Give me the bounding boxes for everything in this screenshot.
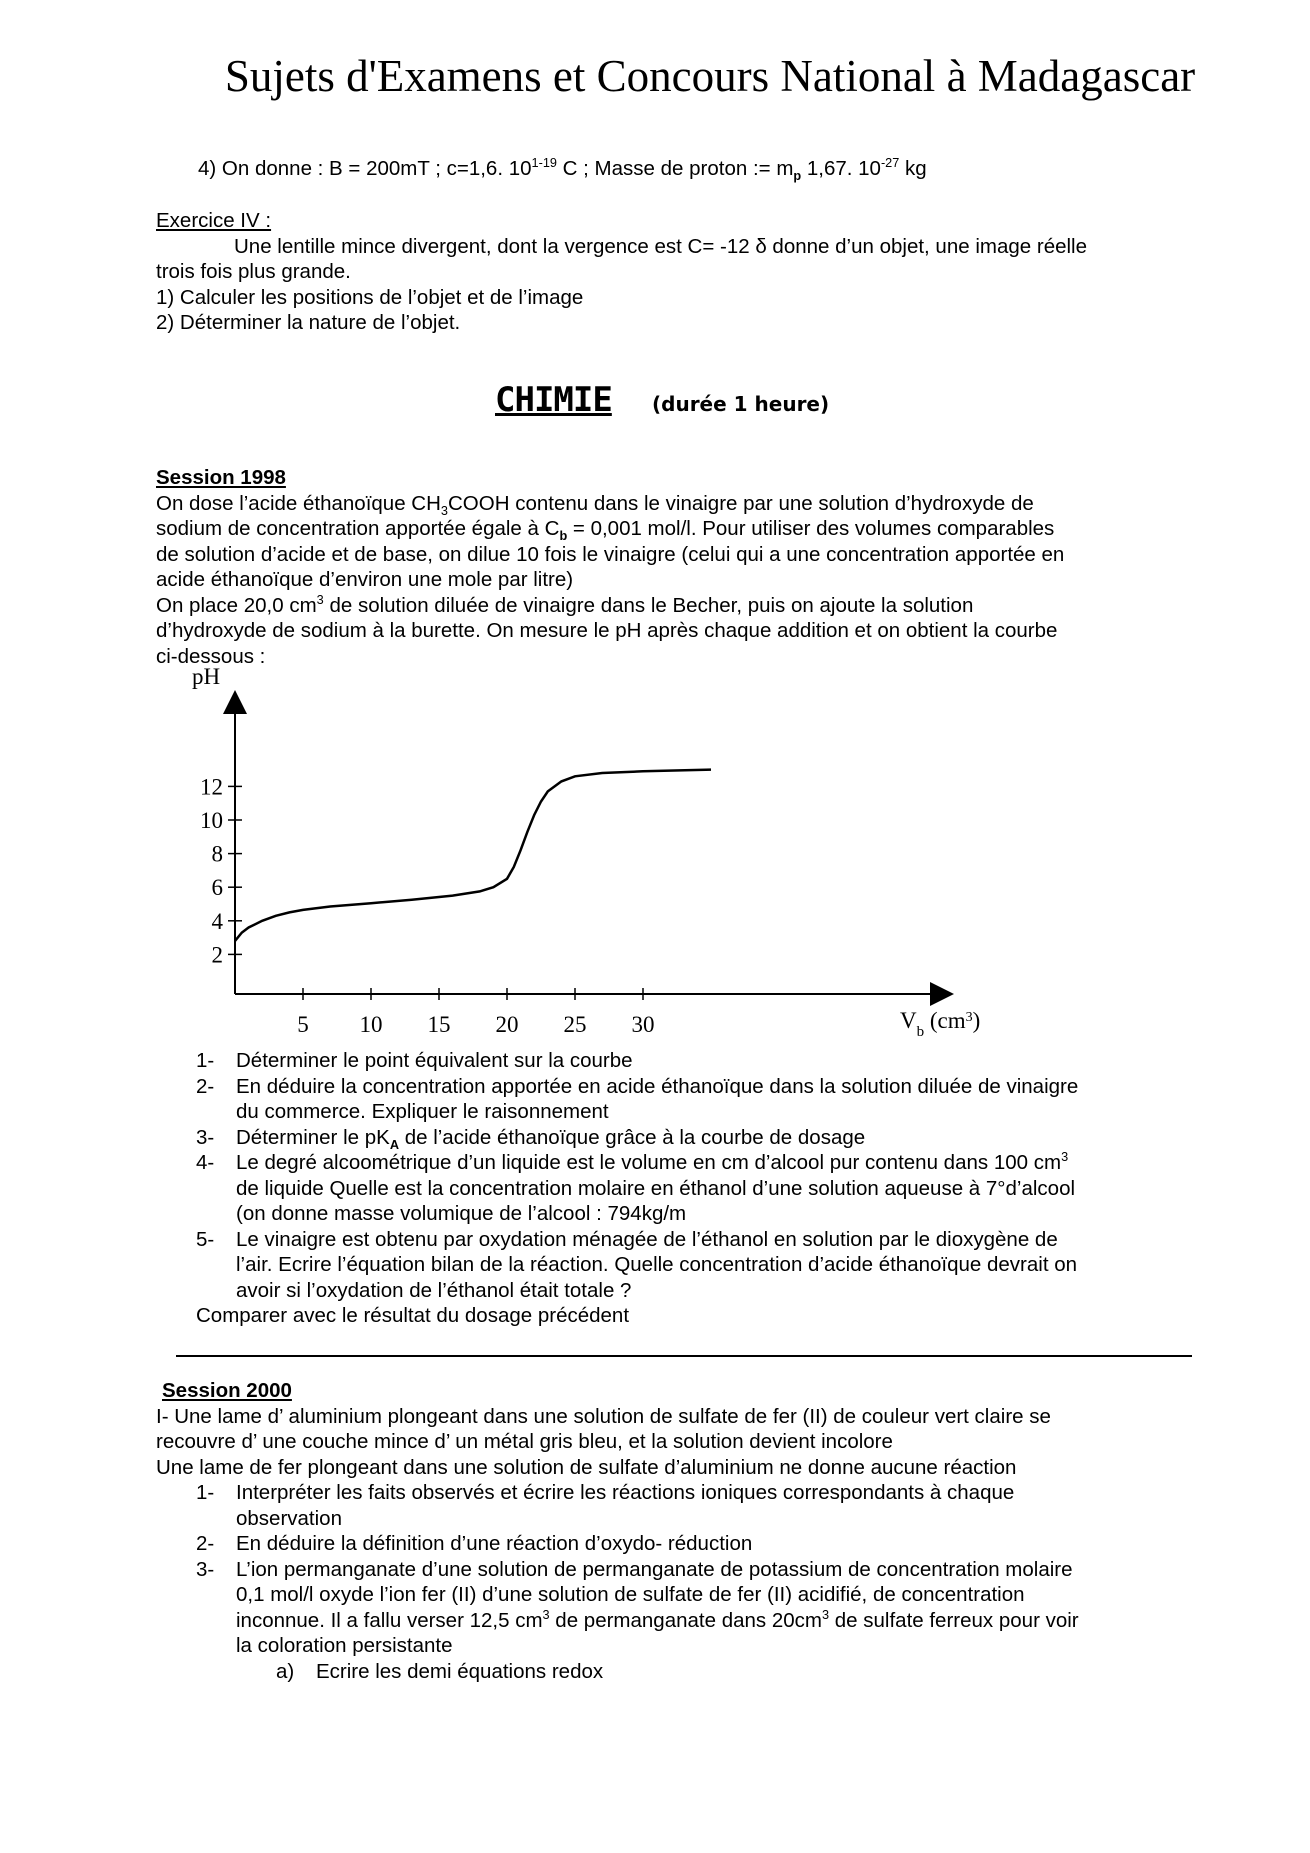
s2000-question-3: 3- L’ion permanganate d’une solution de permanganate de potassium de concentration molaire xyxy=(196,1557,1073,1581)
y-tick-label: 2 xyxy=(211,942,223,968)
q4-sup1: 1-19 xyxy=(531,155,557,171)
q4-mid1: C ; Masse de proton := m xyxy=(556,157,794,180)
exercise-4-title: Exercice IV : xyxy=(156,209,272,232)
question-2-cont: du commerce. Expliquer le raisonnement xyxy=(236,1100,609,1123)
question-5: 5- Le vinaigre est obtenu par oxydation ménagée de l’éthanol en solution par le dioxygène de xyxy=(196,1227,1058,1251)
s2000-question-1-cont: observation xyxy=(236,1506,342,1530)
s2000-question-2: 2- En déduire la définition d’une réaction d’oxydo- réduction xyxy=(196,1532,753,1555)
q4-mid2: 1,67. 10 xyxy=(801,157,881,180)
x-axis-label: $V_b$ $(cm^3)$ xyxy=(900,1008,981,1040)
x-tick-label: 10 xyxy=(359,1012,383,1037)
s2000-question-3-cont-1: 0,1 mol/l oxyde l’ion fer (II) d’une solution de sulfate de fer (II) acidifié, de concentration xyxy=(236,1583,1025,1606)
physics-question-4 xyxy=(156,156,1166,182)
session-1998-questions xyxy=(156,1048,1166,1329)
x-ticks xyxy=(297,988,654,1037)
s2000-question-1: 1- Interpréter les faits observés et écrire les réactions ioniques correspondants à chaque xyxy=(196,1481,1015,1504)
question-4-cont-1: de liquide Quelle est la concentration molaire en éthanol d’une solution aqueuse à 7°d’alcool xyxy=(236,1176,1076,1200)
session-1998-title: Session 1998 xyxy=(156,466,286,489)
ph-curve-line xyxy=(235,770,711,941)
y-tick-label: 8 xyxy=(211,841,223,867)
session-2000-title: Session 2000 xyxy=(162,1379,292,1402)
exercise-4-line-1: Une lentille mince divergent, dont la vergence est C= -12 δ donne d’un objet, une image réelle xyxy=(234,234,1088,258)
session-1998-line-5: On place 20,0 $cm^3$ de solution diluée de vinaigre dans le Becher, puis on ajoute la solution xyxy=(156,591,974,617)
s2000-question-3-cont-3: la coloration persistante xyxy=(236,1634,453,1657)
exercise-4-question-2: 2) Déterminer la nature de l’objet. xyxy=(156,311,461,334)
x-tick-label: 15 xyxy=(427,1012,451,1037)
x-tick-label: 30 xyxy=(631,1012,655,1037)
chimie-duration: (durée 1 heure) xyxy=(652,392,830,416)
q4-prefix: 4) On donne : B = 200mT ; c=1,6. 10 xyxy=(198,157,532,180)
x-tick-label: 20 xyxy=(495,1012,519,1037)
question-3: 3- Déterminer le $pK_A$ de l’acide éthanoïque grâce à la courbe de dosage xyxy=(196,1125,866,1152)
chimie-title: CHIMIE xyxy=(495,380,612,420)
session-1998-line-2: sodium de concentration apportée égale à $C_b = 0,001$ mol/l. Pour utiliser des volumes comparables xyxy=(156,517,1055,544)
session-2000-line-1: I- Une lame d’ aluminium plongeant dans une solution de sulfate de fer (II) de couleur vert claire se xyxy=(156,1404,1051,1428)
session-2000-line-3: Une lame de fer plongeant dans une solution de sulfate d’aluminium ne donne aucune réaction xyxy=(156,1455,1017,1479)
question-1: 1- Déterminer le point équivalent sur la courbe xyxy=(196,1049,633,1072)
question-4-cont-2: (on donne masse volumique de l’alcool : 794kg/m xyxy=(236,1202,687,1225)
x-tick-label: 25 xyxy=(563,1012,587,1037)
session-1998-line-4: acide éthanoïque d’environ une mole par litre) xyxy=(156,568,574,591)
session-2000 xyxy=(156,1378,1166,1480)
session-1998-line-7: ci-dessous : xyxy=(156,644,266,668)
session-1998-line-1: On dose l’acide éthanoïque $CH_3COOH$ contenu dans le vinaigre par une solution d’hydroxyde de xyxy=(156,491,1034,518)
question-5-cont-2: avoir si l’oxydation de l’éthanol était totale ? xyxy=(236,1278,632,1302)
page-header-title: Sujets d'Examens et Concours National à Madagascar xyxy=(224,51,1196,101)
session-2000-line-2: recouvre d’ une couche mince d’ un métal gris bleu, et la solution devient incolore xyxy=(156,1430,893,1453)
section-divider xyxy=(176,1355,1192,1357)
session-1998 xyxy=(156,465,1166,669)
session-2000-questions xyxy=(156,1480,1166,1684)
titration-curve-chart xyxy=(180,664,1020,1044)
y-tick-label: 10 xyxy=(200,808,223,833)
session-1998-line-3: de solution d’acide et de base, on dilue 10 fois le vinaigre (celui qui a une concentration apportée en xyxy=(156,542,1065,566)
y-tick-label: 6 xyxy=(211,875,223,901)
session-1998-line-6: d’hydroxyde de sodium à la burette. On mesure le pH après chaque addition et on obtient la courbe xyxy=(156,619,1058,642)
x-tick-label: 5 xyxy=(297,1012,309,1037)
compare-line: Comparer avec le résultat du dosage précédent xyxy=(196,1304,630,1327)
exercise-4-line-2: trois fois plus grande. xyxy=(156,260,351,283)
q4-sub1: p xyxy=(793,168,802,184)
s2000-question-3-cont-2: inconnue. Il a fallu verser 12,5 $cm^3$ de permanganate dans $20cm^3$ de sulfate ferreux pour voir xyxy=(236,1606,1079,1632)
question-2: 2- En déduire la concentration apportée en acide éthanoïque dans la solution diluée de vinaigre xyxy=(196,1074,1079,1098)
y-tick-label: 4 xyxy=(211,908,223,934)
question-4: 4- Le degré alcoométrique d’un liquide est le volume en cm d’alcool pur contenu dans 100 $cm^3$ xyxy=(196,1149,1069,1174)
y-tick-label: 12 xyxy=(200,774,223,800)
q4-sup2: -27 xyxy=(880,155,900,171)
exercise-4-question-1: 1) Calculer les positions de l’objet et de l’image xyxy=(156,285,584,309)
q4-suffix: kg xyxy=(899,157,927,180)
question-5-cont-1: l’air. Ecrire l’équation bilan de la réaction. Quelle concentration d’acide éthanoïque devrait on xyxy=(236,1253,1078,1276)
s2000-question-3a: a) Ecrire les demi équations redox xyxy=(276,1659,604,1683)
exercise-4 xyxy=(156,208,1166,336)
y-axis-label: pH xyxy=(192,664,221,689)
